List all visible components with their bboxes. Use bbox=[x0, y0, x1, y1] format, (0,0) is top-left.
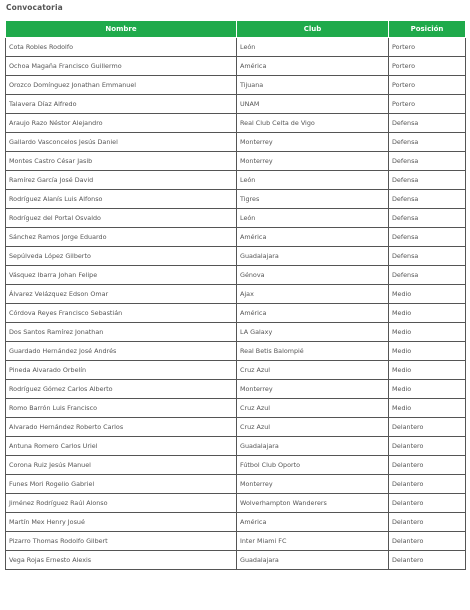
table-caption: Convocatoria bbox=[6, 3, 63, 12]
position-cell: Delantero bbox=[389, 456, 466, 475]
club-cell: Guadalajara bbox=[237, 247, 389, 266]
table-row bbox=[6, 285, 466, 304]
table-row bbox=[6, 266, 466, 285]
club-cell: Guadalajara bbox=[237, 551, 389, 570]
position-cell: Delantero bbox=[389, 494, 466, 513]
table-row bbox=[6, 133, 466, 152]
position-cell: Medio bbox=[389, 361, 466, 380]
club-cell: Cruz Azul bbox=[237, 418, 389, 437]
player-name-cell: Jiménez Rodríguez Raúl Alonso bbox=[6, 494, 237, 513]
club-cell: América bbox=[237, 57, 389, 76]
player-name-cell: Rodríguez del Portal Osvaldo bbox=[6, 209, 237, 228]
player-name-cell: Dos Santos Ramírez Jonathan bbox=[6, 323, 237, 342]
club-cell: Ajax bbox=[237, 285, 389, 304]
table-row bbox=[6, 247, 466, 266]
player-name-cell: Vásquez Ibarra Johan Felipe bbox=[6, 266, 237, 285]
club-cell: Cruz Azul bbox=[237, 361, 389, 380]
player-name-cell: Romo Barrón Luis Francisco bbox=[6, 399, 237, 418]
player-name-cell: Araujo Razo Néstor Alejandro bbox=[6, 114, 237, 133]
position-cell: Delantero bbox=[389, 475, 466, 494]
player-name-cell: Corona Ruiz Jesús Manuel bbox=[6, 456, 237, 475]
position-cell: Delantero bbox=[389, 532, 466, 551]
table-row bbox=[6, 399, 466, 418]
player-name-cell: Pineda Alvarado Orbelín bbox=[6, 361, 237, 380]
table-row bbox=[6, 209, 466, 228]
table-row bbox=[6, 342, 466, 361]
club-cell: UNAM bbox=[237, 95, 389, 114]
player-name-cell: Álvarez Velázquez Edson Omar bbox=[6, 285, 237, 304]
club-cell: León bbox=[237, 209, 389, 228]
position-cell: Medio bbox=[389, 380, 466, 399]
club-cell: Tijuana bbox=[237, 76, 389, 95]
table-row bbox=[6, 95, 466, 114]
club-cell: Monterrey bbox=[237, 133, 389, 152]
player-name-cell: Sepúlveda López Gilberto bbox=[6, 247, 237, 266]
player-name-cell: Guardado Hernández José Andrés bbox=[6, 342, 237, 361]
position-cell: Medio bbox=[389, 399, 466, 418]
table-row bbox=[6, 551, 466, 570]
player-name-cell: Rodríguez Alanís Luis Alfonso bbox=[6, 190, 237, 209]
table-row bbox=[6, 57, 466, 76]
player-name-cell: Sánchez Ramos Jorge Eduardo bbox=[6, 228, 237, 247]
table-row bbox=[6, 532, 466, 551]
player-name-cell: Córdova Reyes Francisco Sebastián bbox=[6, 304, 237, 323]
column-header-posicion: Posición bbox=[389, 21, 466, 38]
table-row bbox=[6, 228, 466, 247]
club-cell: Cruz Azul bbox=[237, 399, 389, 418]
table-row bbox=[6, 437, 466, 456]
position-cell: Defensa bbox=[389, 152, 466, 171]
column-header-club: Club bbox=[237, 21, 389, 38]
table-row bbox=[6, 114, 466, 133]
club-cell: Génova bbox=[237, 266, 389, 285]
table-row bbox=[6, 76, 466, 95]
position-cell: Defensa bbox=[389, 133, 466, 152]
player-name-cell: Gallardo Vasconcelos Jesús Daniel bbox=[6, 133, 237, 152]
position-cell: Portero bbox=[389, 95, 466, 114]
position-cell: Defensa bbox=[389, 266, 466, 285]
column-header-nombre: Nombre bbox=[6, 21, 237, 38]
position-cell: Defensa bbox=[389, 228, 466, 247]
player-name-cell: Vega Rojas Ernesto Alexis bbox=[6, 551, 237, 570]
table-row bbox=[6, 456, 466, 475]
club-cell: Real Betis Balompié bbox=[237, 342, 389, 361]
position-cell: Medio bbox=[389, 285, 466, 304]
player-name-cell: Alvarado Hernández Roberto Carlos bbox=[6, 418, 237, 437]
position-cell: Medio bbox=[389, 342, 466, 361]
club-cell: Tigres bbox=[237, 190, 389, 209]
position-cell: Defensa bbox=[389, 209, 466, 228]
club-cell: América bbox=[237, 304, 389, 323]
position-cell: Delantero bbox=[389, 418, 466, 437]
table-row bbox=[6, 171, 466, 190]
club-cell: Monterrey bbox=[237, 380, 389, 399]
club-cell: LA Galaxy bbox=[237, 323, 389, 342]
roster-table bbox=[5, 20, 466, 570]
table-row bbox=[6, 190, 466, 209]
club-cell: Monterrey bbox=[237, 475, 389, 494]
position-cell: Portero bbox=[389, 76, 466, 95]
club-cell: Fútbol Club Oporto bbox=[237, 456, 389, 475]
position-cell: Medio bbox=[389, 323, 466, 342]
table-row bbox=[6, 152, 466, 171]
position-cell: Portero bbox=[389, 38, 466, 57]
table-header-row bbox=[6, 21, 466, 38]
player-name-cell: Pizarro Thomas Rodolfo Gilbert bbox=[6, 532, 237, 551]
player-name-cell: Rodríguez Gómez Carlos Alberto bbox=[6, 380, 237, 399]
player-name-cell: Antuna Romero Carlos Uriel bbox=[6, 437, 237, 456]
player-name-cell: Martín Mex Henry Josué bbox=[6, 513, 237, 532]
club-cell: Monterrey bbox=[237, 152, 389, 171]
club-cell: Real Club Celta de Vigo bbox=[237, 114, 389, 133]
position-cell: Defensa bbox=[389, 114, 466, 133]
table-row bbox=[6, 304, 466, 323]
player-name-cell: Orozco Domínguez Jonathan Emmanuel bbox=[6, 76, 237, 95]
table-row bbox=[6, 361, 466, 380]
table-row bbox=[6, 323, 466, 342]
club-cell: Wolverhampton Wanderers bbox=[237, 494, 389, 513]
club-cell: León bbox=[237, 38, 389, 57]
table-row bbox=[6, 38, 466, 57]
club-cell: América bbox=[237, 228, 389, 247]
table-row bbox=[6, 380, 466, 399]
table-row bbox=[6, 513, 466, 532]
position-cell: Defensa bbox=[389, 190, 466, 209]
club-cell: América bbox=[237, 513, 389, 532]
table-row bbox=[6, 475, 466, 494]
player-name-cell: Talavera Díaz Alfredo bbox=[6, 95, 237, 114]
player-name-cell: Ochoa Magaña Francisco Guillermo bbox=[6, 57, 237, 76]
position-cell: Delantero bbox=[389, 551, 466, 570]
player-name-cell: Funes Mori Rogelio Gabriel bbox=[6, 475, 237, 494]
position-cell: Medio bbox=[389, 304, 466, 323]
player-name-cell: Montes Castro César Jasib bbox=[6, 152, 237, 171]
player-name-cell: Cota Robles Rodolfo bbox=[6, 38, 237, 57]
club-cell: León bbox=[237, 171, 389, 190]
table-body bbox=[6, 38, 466, 570]
table-row bbox=[6, 494, 466, 513]
player-name-cell: Ramírez García José David bbox=[6, 171, 237, 190]
position-cell: Delantero bbox=[389, 437, 466, 456]
club-cell: Inter Miami FC bbox=[237, 532, 389, 551]
table-row bbox=[6, 418, 466, 437]
position-cell: Portero bbox=[389, 57, 466, 76]
club-cell: Guadalajara bbox=[237, 437, 389, 456]
position-cell: Delantero bbox=[389, 513, 466, 532]
position-cell: Defensa bbox=[389, 171, 466, 190]
position-cell: Defensa bbox=[389, 247, 466, 266]
